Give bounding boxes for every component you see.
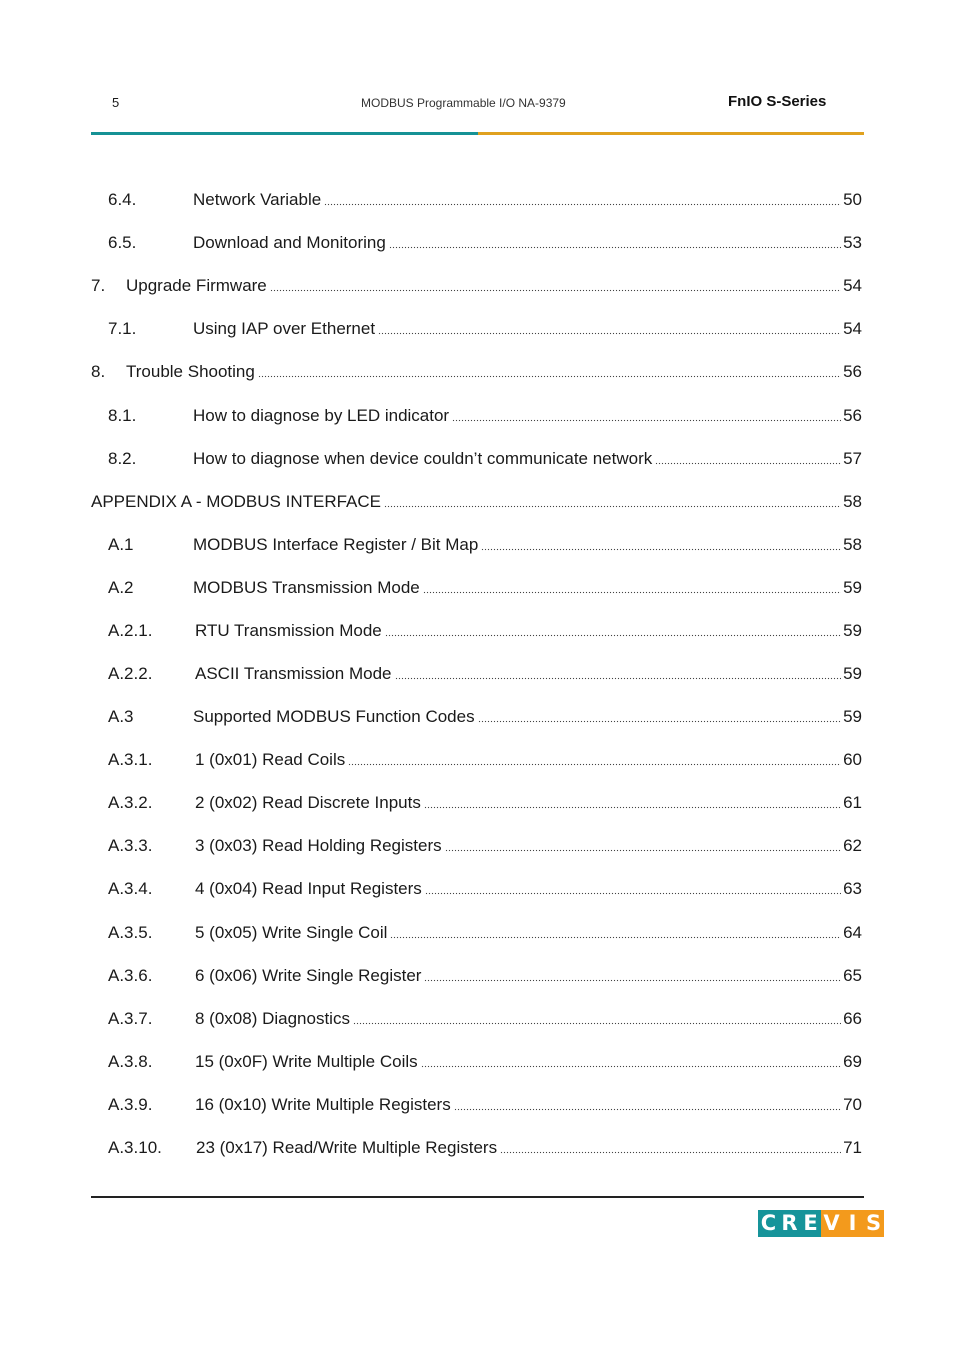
toc-entry-number: A.3.4. bbox=[108, 879, 153, 898]
toc-leader-dots bbox=[445, 846, 841, 852]
toc-entry-page: 59 bbox=[843, 621, 862, 640]
toc-entry-title: MODBUS Transmission Mode bbox=[193, 578, 420, 597]
toc-entry-page: 61 bbox=[843, 793, 862, 812]
toc-entry-page: 54 bbox=[843, 276, 862, 295]
toc-entry-title: 6 (0x06) Write Single Register bbox=[195, 966, 422, 985]
toc-leader-dots bbox=[655, 459, 841, 465]
toc-entry-page: 66 bbox=[843, 1009, 862, 1028]
toc-entry-title: Trouble Shooting bbox=[126, 362, 255, 381]
toc-entry-page: 62 bbox=[843, 836, 862, 855]
toc-entry-title: How to diagnose when device couldn’t communicate network bbox=[193, 449, 653, 468]
toc-entry[interactable] bbox=[108, 1134, 862, 1158]
toc-entry[interactable] bbox=[108, 402, 862, 426]
logo-letter: E bbox=[800, 1210, 821, 1237]
toc-leader-dots bbox=[481, 545, 841, 551]
toc-entry-number: A.3 bbox=[108, 707, 134, 726]
toc-entry[interactable] bbox=[108, 832, 862, 856]
toc-entry-page: 58 bbox=[843, 492, 862, 511]
document-title: MODBUS Programmable I/O NA-9379 bbox=[361, 96, 566, 110]
toc-entry[interactable] bbox=[108, 660, 862, 684]
toc-entry[interactable] bbox=[108, 1091, 862, 1115]
header-rule-orange bbox=[478, 132, 864, 135]
toc-entry[interactable] bbox=[108, 1048, 862, 1072]
toc-entry[interactable] bbox=[108, 531, 862, 555]
toc-entry-number: A.2.1. bbox=[108, 621, 153, 640]
toc-entry-number: A.2 bbox=[108, 578, 134, 597]
toc-entry-number: A.3.9. bbox=[108, 1095, 153, 1114]
toc-leader-dots bbox=[385, 631, 841, 637]
toc-entry[interactable] bbox=[108, 617, 862, 641]
toc-leader-dots bbox=[423, 588, 841, 594]
toc-entry[interactable] bbox=[108, 919, 862, 943]
toc-entry-title: How to diagnose by LED indicator bbox=[193, 406, 450, 425]
toc-entry-title: Using IAP over Ethernet bbox=[193, 319, 376, 338]
toc-entry-page: 54 bbox=[843, 319, 862, 338]
toc-leader-dots bbox=[348, 760, 841, 766]
toc-entry-title: MODBUS Interface Register / Bit Map bbox=[193, 535, 479, 554]
toc-entry-title: 2 (0x02) Read Discrete Inputs bbox=[195, 793, 421, 812]
toc-leader-dots bbox=[424, 976, 841, 982]
toc-entry-number: A.3.1. bbox=[108, 750, 153, 769]
toc-entry[interactable] bbox=[108, 703, 862, 727]
toc-entry-title: 16 (0x10) Write Multiple Registers bbox=[195, 1095, 451, 1114]
toc-entry[interactable] bbox=[108, 574, 862, 598]
toc-entry-page: 69 bbox=[843, 1052, 862, 1071]
logo-letter: V bbox=[821, 1210, 842, 1237]
toc-entry-number: A.3.6. bbox=[108, 966, 153, 985]
toc-entry[interactable] bbox=[108, 789, 862, 813]
toc-entry-number: A.1 bbox=[108, 535, 134, 554]
toc-entry-title: ASCII Transmission Mode bbox=[195, 664, 392, 683]
toc-leader-dots bbox=[324, 200, 841, 206]
toc-leader-dots bbox=[452, 416, 841, 422]
toc-leader-dots bbox=[395, 674, 842, 680]
toc-entry-title: Upgrade Firmware bbox=[126, 276, 267, 295]
toc-entry-number: 8. bbox=[91, 362, 106, 381]
toc-entry-number: 8.1. bbox=[108, 406, 137, 425]
toc-entry[interactable] bbox=[108, 229, 862, 253]
toc-entry-number: 6.4. bbox=[108, 190, 137, 209]
toc-entry-page: 59 bbox=[843, 578, 862, 597]
toc-entry-number: A.3.8. bbox=[108, 1052, 153, 1071]
toc-entry-number: 8.2. bbox=[108, 449, 137, 468]
toc-entry-title: 4 (0x04) Read Input Registers bbox=[195, 879, 422, 898]
logo-letter: S bbox=[863, 1210, 884, 1237]
toc-leader-dots bbox=[500, 1148, 841, 1154]
toc-leader-dots bbox=[424, 803, 841, 809]
logo-letter: I bbox=[842, 1210, 863, 1237]
header-rule-teal bbox=[91, 132, 478, 135]
toc-leader-dots bbox=[478, 717, 841, 723]
toc-entry[interactable] bbox=[108, 875, 862, 899]
toc-entry-page: 70 bbox=[843, 1095, 862, 1114]
toc-entry-page: 57 bbox=[843, 449, 862, 468]
series-name: FnIO S-Series bbox=[728, 93, 827, 110]
toc-leader-dots bbox=[353, 1019, 841, 1025]
toc-entry-page: 59 bbox=[843, 707, 862, 726]
toc-entry-title: RTU Transmission Mode bbox=[195, 621, 382, 640]
toc-entry-page: 64 bbox=[843, 923, 862, 942]
toc-entry-title: 1 (0x01) Read Coils bbox=[195, 750, 346, 769]
toc-entry-title: 15 (0x0F) Write Multiple Coils bbox=[195, 1052, 418, 1071]
toc-leader-dots bbox=[454, 1105, 841, 1111]
logo-letter: R bbox=[779, 1210, 800, 1237]
toc-entry-page: 58 bbox=[843, 535, 862, 554]
toc-leader-dots bbox=[425, 889, 841, 895]
toc-entry-page: 63 bbox=[843, 879, 862, 898]
toc-entry[interactable] bbox=[108, 445, 862, 469]
toc-entry-page: 60 bbox=[843, 750, 862, 769]
toc-entry-page: 56 bbox=[843, 362, 862, 381]
toc-entry-number: 7. bbox=[91, 276, 106, 295]
toc-entry-title: 8 (0x08) Diagnostics bbox=[195, 1009, 350, 1028]
toc-entry[interactable] bbox=[108, 1005, 862, 1029]
toc-entry-number: A.3.5. bbox=[108, 923, 153, 942]
toc-entry-page: 50 bbox=[843, 190, 862, 209]
toc-entry-page: 65 bbox=[843, 966, 862, 985]
toc-entry[interactable] bbox=[91, 488, 862, 512]
toc-entry[interactable] bbox=[108, 186, 862, 210]
page-number: 5 bbox=[112, 95, 120, 110]
toc-entry-number: 7.1. bbox=[108, 319, 137, 338]
toc-entry-title: APPENDIX A - MODBUS INTERFACE bbox=[91, 492, 382, 511]
toc-leader-dots bbox=[384, 502, 841, 508]
toc-entry-title: 5 (0x05) Write Single Coil bbox=[195, 923, 388, 942]
toc-leader-dots bbox=[390, 933, 841, 939]
toc-entry[interactable] bbox=[108, 746, 862, 770]
logo-letter: C bbox=[758, 1210, 779, 1237]
toc-entry-title: 3 (0x03) Read Holding Registers bbox=[195, 836, 442, 855]
toc-entry-number: A.3.3. bbox=[108, 836, 153, 855]
toc-entry-title: 23 (0x17) Read/Write Multiple Registers bbox=[196, 1138, 498, 1157]
toc-entry[interactable] bbox=[108, 962, 862, 986]
footer-rule bbox=[91, 1196, 864, 1198]
toc-entry[interactable] bbox=[91, 272, 862, 296]
toc-entry-title: Supported MODBUS Function Codes bbox=[193, 707, 475, 726]
toc-entry[interactable] bbox=[108, 315, 862, 339]
toc-entry-page: 56 bbox=[843, 406, 862, 425]
toc-entry-title: Network Variable bbox=[193, 190, 322, 209]
toc-entry-page: 71 bbox=[843, 1138, 862, 1157]
toc-leader-dots bbox=[258, 372, 841, 378]
crevis-logo bbox=[758, 1210, 884, 1237]
toc-leader-dots bbox=[389, 243, 841, 249]
toc-entry-number: A.3.2. bbox=[108, 793, 153, 812]
toc-entry-page: 53 bbox=[843, 233, 862, 252]
toc-entry-number: 6.5. bbox=[108, 233, 137, 252]
toc-leader-dots bbox=[270, 286, 841, 292]
toc-entry-title: Download and Monitoring bbox=[193, 233, 386, 252]
toc-entry[interactable] bbox=[91, 358, 862, 382]
toc-entry-number: A.3.10. bbox=[108, 1138, 162, 1157]
toc-entry-number: A.2.2. bbox=[108, 664, 153, 683]
toc-leader-dots bbox=[421, 1062, 841, 1068]
toc-entry-number: A.3.7. bbox=[108, 1009, 153, 1028]
toc-entry-page: 59 bbox=[843, 664, 862, 683]
toc-leader-dots bbox=[378, 329, 841, 335]
